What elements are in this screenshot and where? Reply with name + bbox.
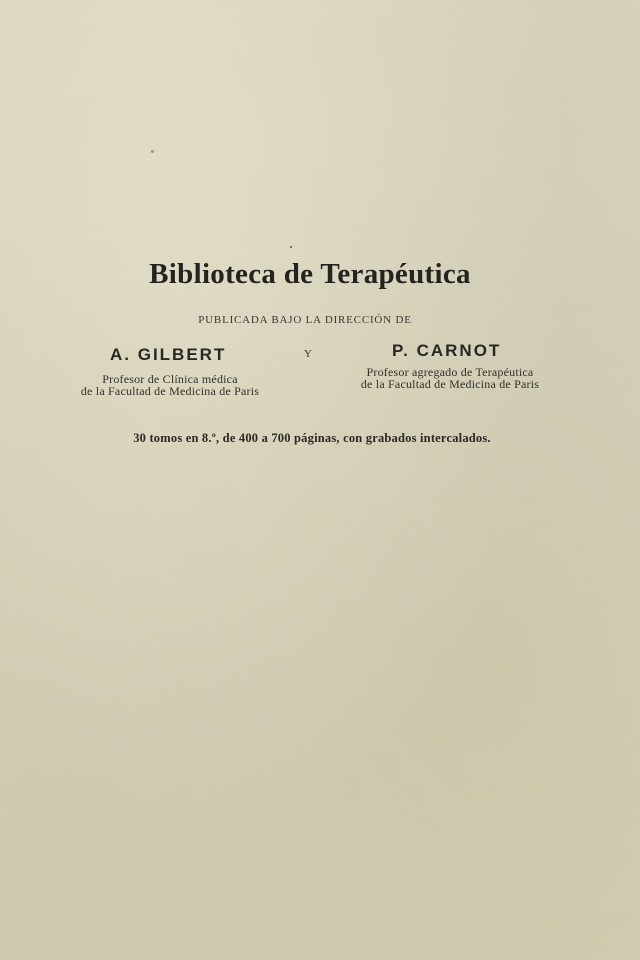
author-carnot-description (325, 366, 575, 390)
published-by-line: PUBLICADA BAJO LA DIRECCIÓN DE (198, 314, 412, 326)
author-gilbert-name: A. GILBERT (110, 345, 227, 364)
page-title: Biblioteca de Terapéutica (149, 258, 471, 290)
ink-speck (151, 150, 154, 153)
author-gilbert-desc-line2: de la Facultad de Medicina de Paris (80, 384, 260, 398)
conjunction: Y (304, 348, 312, 360)
author-carnot-desc-line2: de la Facultad de Medicina de Paris (360, 377, 540, 391)
ink-speck (290, 246, 292, 248)
author-gilbert-description (50, 373, 290, 397)
volumes-info: 30 tomos en 8.º, de 400 a 700 páginas, con grabados intercalados. (133, 431, 491, 445)
author-carnot-desc-line1: Profesor agregado de Terapéutica (366, 365, 534, 379)
author-gilbert-desc-line1: Profesor de Clínica médica (102, 372, 238, 386)
author-carnot-name: P. CARNOT (392, 341, 502, 360)
